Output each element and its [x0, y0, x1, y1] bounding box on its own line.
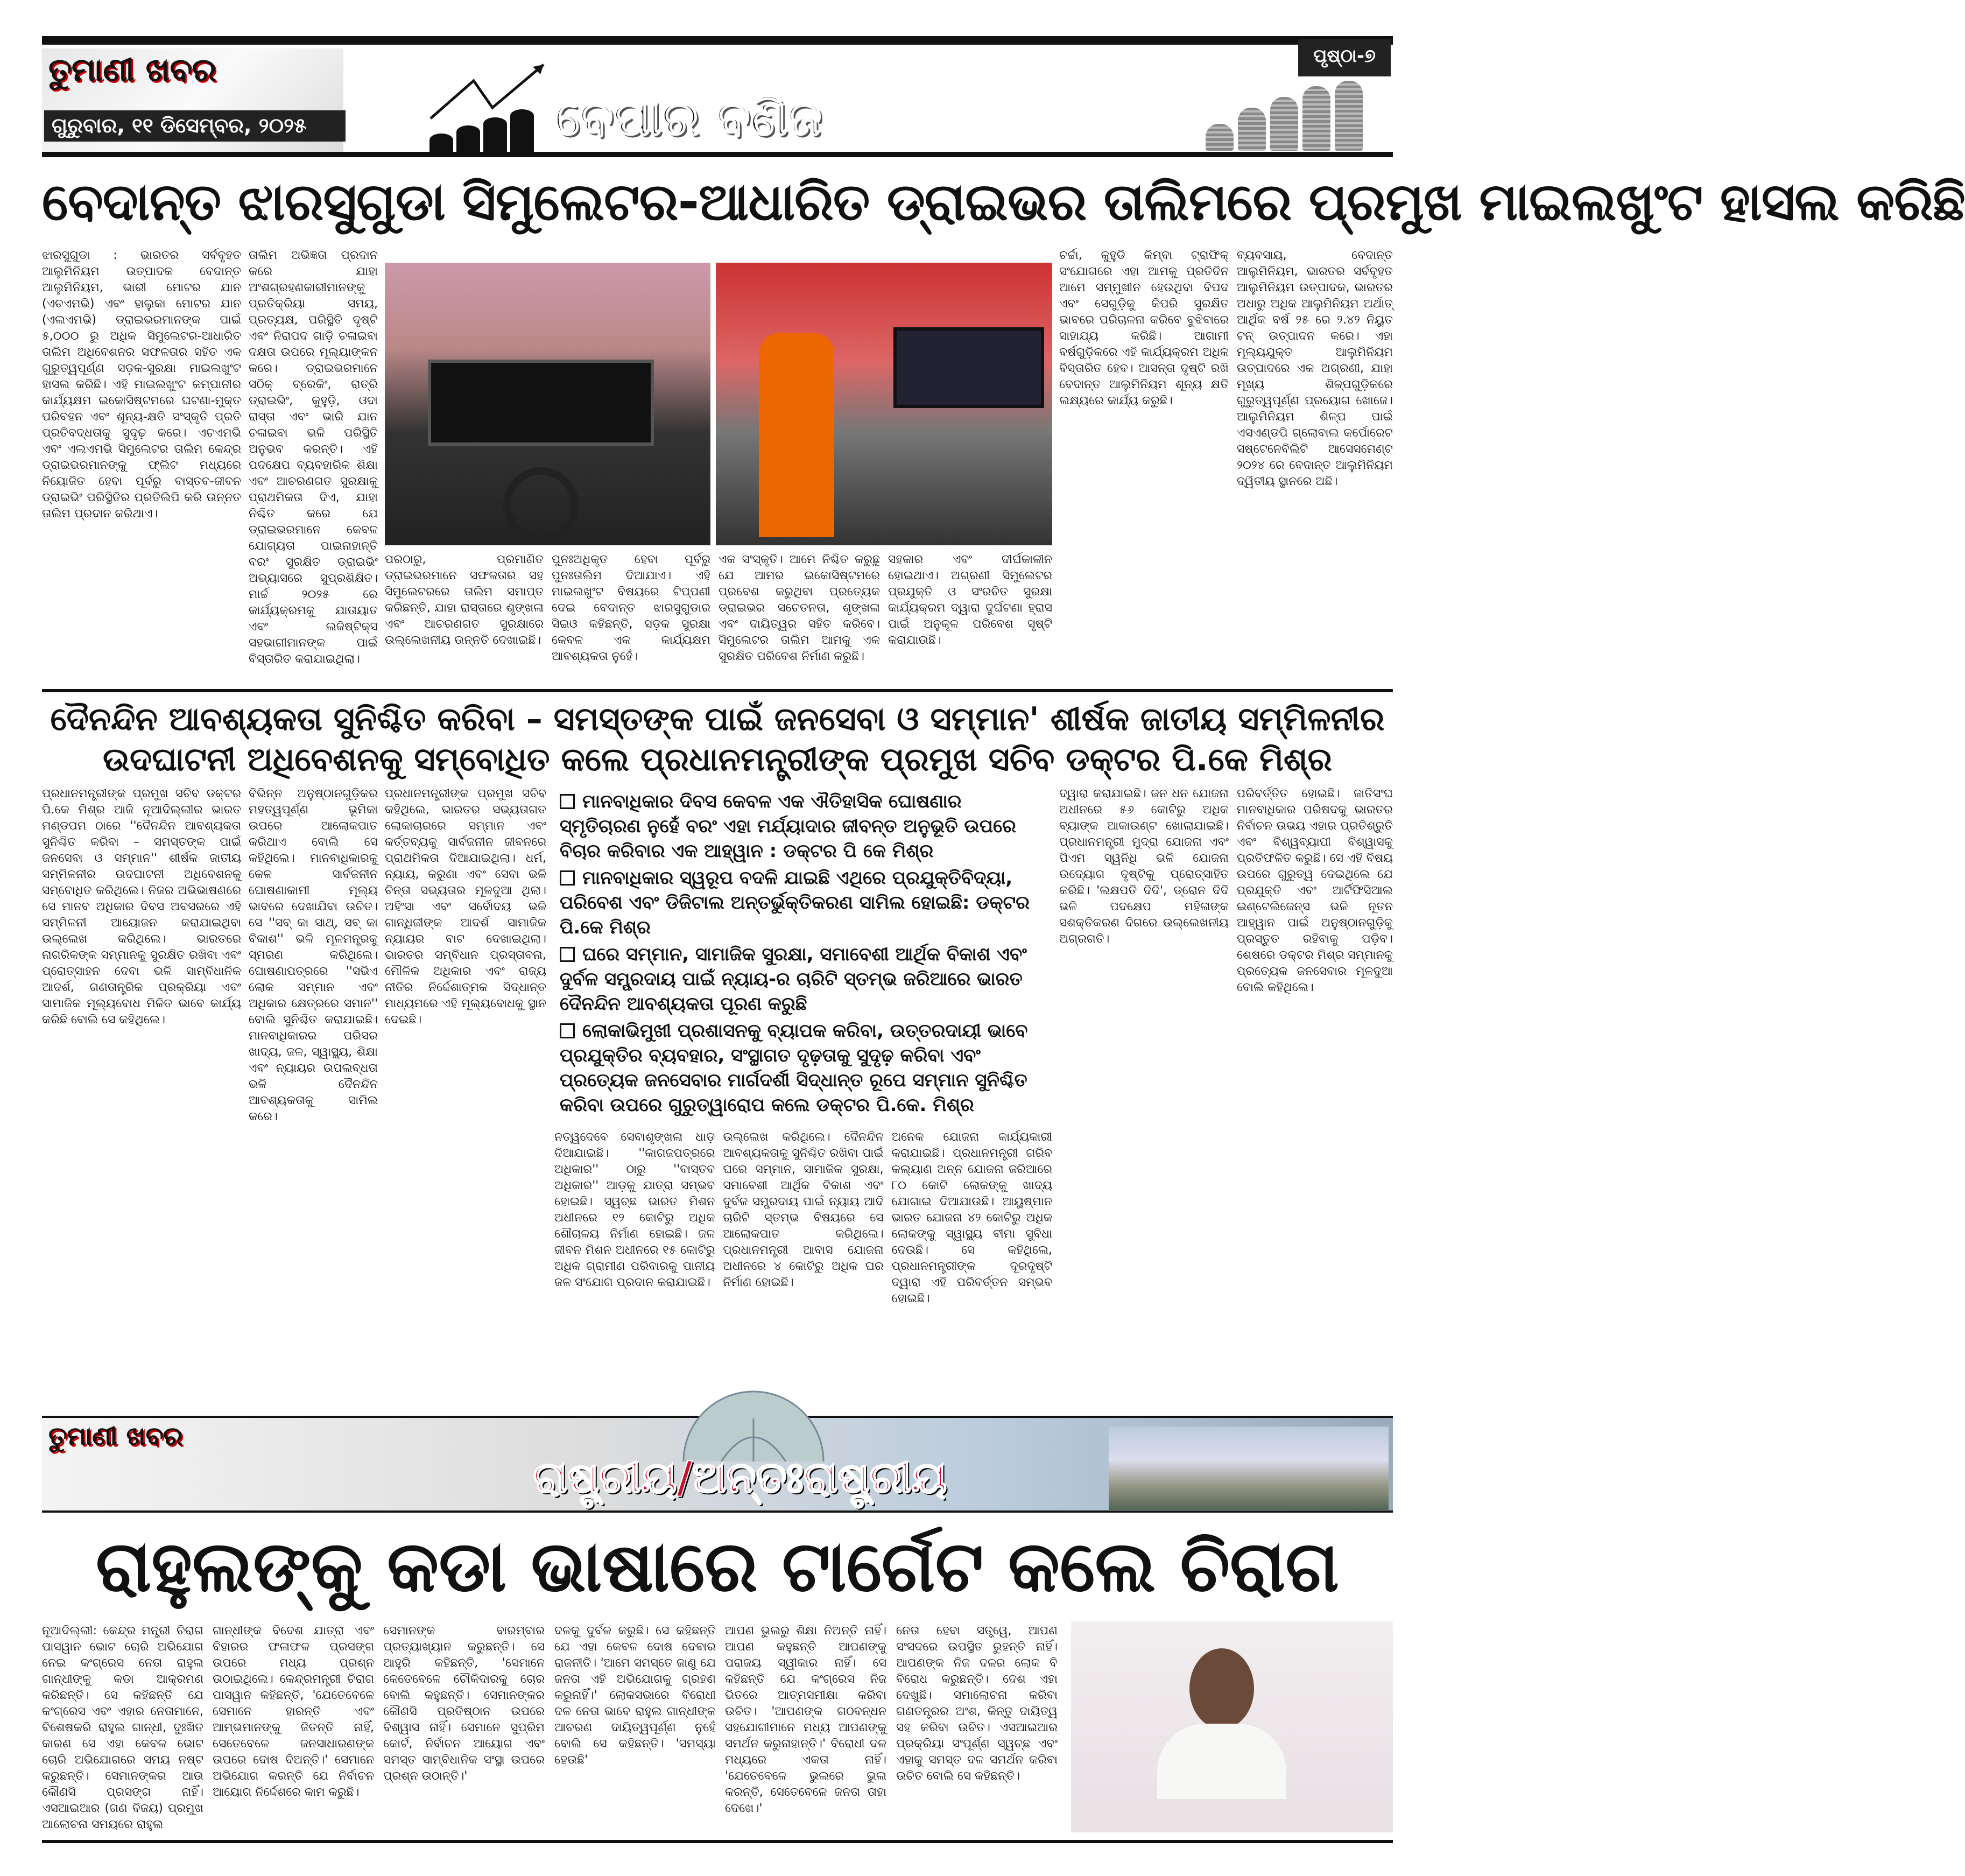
article2-headline-line1: ଦୈନନ୍ଦିନ ଆବଶ୍ୟକତା ସୁନିଶ୍ଚିତ କରିବା – ସମସ୍ତଙ୍କ ପାଇଁ ଜନସେବା ଓ ସମ୍ମାନ' ଶୀର୍ଷକ ଜାତୀୟ ସମ୍ମିଳନୀର	[50, 700, 1385, 738]
article1-column-5: ଏକ ସଂସ୍କୃତି। ଆମେ ନିଶ୍ଚିତ କରୁଛୁ ଯେ ଆମର ଇକୋସିଷ୍ଟମରେ ପ୍ରବେଶ କରୁଥିବା ପ୍ରତ୍ୟେକ ଡ୍ରାଇଭର ସଚେତନତା, ଶୃଙ୍ଖଳା ଏବଂ ଦାୟିତ୍ୱର ସହିତ କରିବେ। ସିମୁଲେଟର ତାଲିମ ଆମକୁ ଏକ ସୁରକ୍ଷିତ ପରିବେଶ ନିର୍ମାଣ କରୁଛି।	[719, 553, 880, 663]
article3-column-3: ସେମାନଙ୍କ ବାରମ୍ବାର ପ୍ରତ୍ୟାଖ୍ୟାନ କରୁଛନ୍ତି। ସେ ଆହୁରି କହିଛନ୍ତି, 'ସେମାନେ କେତେବେଳେ ଚୌକିଦାରକୁ ଚୋର ବୋଲି କହୁଛନ୍ତି। ସେମାନଙ୍କର କୌଣସି ପ୍ରତିଷ୍ଠାନ ଉପରେ ବିଶ୍ୱାସ ନାହିଁ। ସେମାନେ ସୁପ୍ରିମ କୋର୍ଟ, ନିର୍ବାଚନ ଆୟୋଗ ଏବଂ ସମସ୍ତ ସାମ୍ବିଧାନିକ ସଂସ୍ଥା ଉପରେ ପ୍ରଶ୍ନ ଉଠାନ୍ତି।'	[383, 1624, 545, 1783]
highlight-item	[560, 1018, 1047, 1118]
article2-headline-line2: ଉଦଘାଟନୀ ଅଧିବେଶନକୁ ସମ୍ବୋଧିତ କଲେ ପ୍ରଧାନମନ୍ତ୍ରୀଙ୍କ ପ୍ରମୁଖ ସଚିବ ଡକ୍ଟର ପି.କେ ମିଶ୍ର	[103, 741, 1332, 778]
issue-date: ଗୁରୁବାର, ୧୧ ଡିସେମ୍ବର, ୨୦୨୫	[44, 110, 346, 142]
article1-column-3: ପରଠାରୁ, ପ୍ରମାଣିତ ଡ୍ରାଇଭରମାନେ ସଫଳତାର ସହ ସିମୁଲେଟରରେ ତାଲିମ ସମାପ୍ତ କରିଛନ୍ତି, ଯାହା ରାସ୍ତାରେ ଶୃଙ୍ଖଳା ଏବଂ ଆଚରଣଗତ ସୁରକ୍ଷାରେ ଉଲ୍ଲେଖନୀୟ ଉନ୍ନତି ଦେଖାଇଛି।	[385, 553, 544, 647]
article1-column-7: ଚର୍ଚ୍ଚା, କୁହୁଡି କିମ୍ବା ଟ୍ରାଫିକ୍ ସଂଯୋଗରେ ଏହା ଆମକୁ ପ୍ରତିଦିନ ଆମେ ସମ୍ମୁଖୀନ ହେଉଥିବା ବିପଦ ଏବଂ ସେଗୁଡ଼ିକୁ କିପରି ସୁରକ୍ଷିତ ଭାବରେ ପରିଚାଳନା କରିବେ ବୁଝିବାରେ ସାହାଯ୍ୟ କରିଛି। ଆଗାମୀ ବର୍ଷଗୁଡ଼ିକରେ ଏହି କାର୍ଯ୍ୟକ୍ରମ ଅଧିକ ବିସ୍ତାରିତ ହେବ। ଆସନ୍ତା ଦୃଷ୍ଟି ରଖି ବେଦାନ୍ତ ଆଲୁମିନିୟମ ଶୂନ୍ୟ କ୍ଷତି ଲକ୍ଷ୍ୟରେ କାର୍ଯ୍ୟ କରୁଛି।	[1059, 249, 1229, 407]
article2-column-1: ପ୍ରଧାନମନ୍ତ୍ରୀଙ୍କ ପ୍ରମୁଖ ସଚିବ ଡକ୍ଟର ପି.କେ ମିଶ୍ର ଆଜି ନୂଆଦିଲ୍ଲୀର ଭାରତ ମଣ୍ଡପମ ଠାରେ ''ଦୈନନ୍ଦିନ ଆବଶ୍ୟକତା ସୁନିଶ୍ଚିତ କରିବା – ସମସ୍ତଙ୍କ ପାଇଁ ଜନସେବା ଓ ସମ୍ମାନ'' ଶୀର୍ଷକ ଜାତୀୟ ସମ୍ମିଳନୀର ଉଦଘାଟନୀ ଅଧିବେଶନକୁ ସମ୍ବୋଧିତ କରିଥିଲେ। ନିଜର ଅଭିଭାଷଣରେ ସେ ମାନବ ଅଧିକାର ଦିବସ ଅବସରରେ ଏହି ସମ୍ମିଳନୀ ଆୟୋଜନ କରାଯାଇଥିବା ଉଲ୍ଲେଖ କରିଥିଲେ। ଭାରତରେ ନାଗରିକଙ୍କ ସମ୍ମାନକୁ ସୁରକ୍ଷିତ ରଖିବା ଏବଂ ପ୍ରୋତ୍ସାହନ ଦେବା ଭଳି ସାମ୍ବିଧାନିକ ଆଦର୍ଶ, ଗଣତାନ୍ତ୍ରିକ ପ୍ରକ୍ରିୟା ଏବଂ ସାମାଜିକ ମୂଲ୍ୟବୋଧ ମିଳିତ ଭାବେ କାର୍ଯ୍ୟ କରିଛି ବୋଲି ସେ କହିଥିଲେ।	[42, 787, 241, 1027]
article3-column-5: ଆପଣ ଭୁଲରୁ ଶିକ୍ଷା ନିଅନ୍ତି ନାହିଁ। ଆପଣ କହୁଛନ୍ତି ଆପଣଙ୍କୁ ପରାଜୟ ସ୍ୱୀକାର ନାହିଁ। ସେ କହିଛନ୍ତି ଯେ କଂଗ୍ରେସ ନିଜ ଭିତରେ ଆତ୍ମସମୀକ୍ଷା କରିବା ଉଚିତ। 'ଆପଣଙ୍କ ଗଠବନ୍ଧନ ସହଯୋଗୀମାନେ ମଧ୍ୟ ଆପଣଙ୍କୁ ସମର୍ଥନ କରୁନାହାନ୍ତି।' ବିରୋଧୀ ଦଳ ମଧ୍ୟରେ ଏକତା ନାହିଁ। 'ଯେତେବେଳେ ଭୁଲରେ ଭୁଲ କରନ୍ତି, ସେତେବେଳେ ଜନତା ତାହା ଦେଖେ।'	[725, 1624, 886, 1815]
checkbox-bullet-icon	[560, 1023, 575, 1038]
banner-logo: ତୁମାଣୀ ଖବର	[48, 1421, 183, 1451]
highlight-text: ମାନବାଧିକାର ଦିବସ କେବଳ ଏକ ଐତିହାସିକ ଘୋଷଣାର ସ୍ମୃତିଚାରଣ ନୁହେଁ ବରଂ ଏହା ମର୍ଯ୍ୟାଦାର ଜୀବନ୍ତ ଅନୁଭୂତି ଉପରେ ବିଚାର କରିବାର ଏକ ଆହ୍ୱାନ : ଡକ୍ଟର ପି କେ ମିଶ୍ର	[560, 791, 1016, 862]
article2-column-8: ପରିବର୍ତ୍ତିତ ହୋଇଛି। ଜାତିସଂଘ ମାନବାଧିକାର ପରିଷଦକୁ ଭାରତର ନିର୍ବାଚନ ଉଭୟ ଏହାର ପ୍ରତିଶ୍ରୁତି ଏବଂ ବିଶ୍ୱବ୍ୟାପୀ ବିଶ୍ୱାସକୁ ପ୍ରତିଫଳିତ କରୁଛି। ସେ ଏହି ବିଷୟ ଉପରେ ଗୁରୁତ୍ୱ ଦେଇଥିଲେ ଯେ ପ୍ରଯୁକ୍ତି ଏବଂ ଆର୍ଟିଫିସିଆଲ ଇଣ୍ଟେଲିଜେନ୍ସ ଭଳି ନୂତନ ଆହ୍ୱାନ ପାଇଁ ଅନୁଷ୍ଠାନଗୁଡ଼ିକୁ ପ୍ରସ୍ତୁତ ରହିବାକୁ ପଡ଼ିବ। ଶେଷରେ ଡକ୍ଟର ମିଶ୍ର ସମ୍ମାନକୁ ପ୍ରତ୍ୟେକ ଜନସେବାର ମୂଳଦୁଆ ବୋଲି କହିଥିଲେ।	[1237, 787, 1393, 994]
article2-center-columns	[554, 1129, 1052, 1405]
article3-headline: ରାହୁଲଙ୍କୁ କଡା ଭାଷାରେ ଟାର୍ଗେଟ କଲେ ଚିରାଗ	[95, 1526, 1340, 1607]
article1-column-8: ବ୍ୟବସାୟ, ବେଦାନ୍ତ ଆଲୁମିନିୟମ, ଭାରତର ସର୍ବବୃହତ ଆଲୁମିନିୟମ ଉତ୍ପାଦକ, ଭାରତର ଅଧାରୁ ଅଧିକ ଆଲୁମିନିୟମ ଅର୍ଥାତ୍ ଆର୍ଥିକ ବର୍ଷ ୨୫ ରେ ୨.୪୨ ନିୟୁତ ଟନ୍ ଉତ୍ପାଦନ କରେ। ଏହା ମୂଲ୍ୟଯୁକ୍ତ ଆଲୁମିନିୟମ ଉତ୍ପାଦରେ ଏକ ଅଗ୍ରଣୀ, ଯାହା ମୂଖ୍ୟ ଶିଳ୍ପଗୁଡ଼ିକରେ ଗୁରୁତ୍ୱପୂର୍ଣ୍ଣ ପ୍ରୟୋଗ ଖୋଜେ। ଆଲୁମିନିୟମ ଶିଳ୍ପ ପାଇଁ ଏସଏଣ୍ଡପି ଗ୍ଲୋବାଲ କର୍ପୋରେଟ ସଷ୍ଟେନେବିଲିଟି ଆସେସମେଣ୍ଟ ୨୦୨୪ ରେ ବେଦାନ୍ତ ଆଲୁମିନିୟମ ଦ୍ୱିତୀୟ ସ୍ଥାନରେ ଅଛି।	[1237, 249, 1393, 488]
article2-column-2: ବିଭିନ୍ନ ଅନୁଷ୍ଠାନଗୁଡ଼ିକର ମହତ୍ୱପୂର୍ଣ୍ଣ ଭୂମିକା ଉପରେ ଆଲୋକପାତ କରିଥାଏ ବୋଲି ସେ କହିଥିଲେ। ମାନବାଧିକାରକୁ କେଳ ସାର୍ବଜନୀନ ଘୋଷଣାକାମୀ ମୂଲ୍ୟ ଭାବରେ ଦେଖାଯିବା ଉଚିତ। ସେ ''ସବ୍ କା ସାଥ୍, ସବ୍ କା ବିକାଶ'' ଭଳି ମୂଳମନ୍ତ୍ରକୁ ସ୍ମରଣ କରିଥିଲେ। ଘୋଷଣାପତ୍ରରେ ''ସଭିଏ ଲୋକ ସମ୍ମାନ ଏବଂ ଅଧିକାର କ୍ଷେତ୍ରରେ ସମାନ'' ବୋଲି ସୁନିଶ୍ଚିତ କରାଯାଇଛି। ମାନବାଧିକାରର ପରିସର ଖାଦ୍ୟ, ଜଳ, ସ୍ୱାସ୍ଥ୍ୟ, ଶିକ୍ଷା ଏବଂ ନ୍ୟାୟର ଉପଲବ୍ଧତା ଭଳି ଦୈନନ୍ଦିନ ଆବଶ୍ୟକତାକୁ ସାମିଲ କରେ।	[249, 787, 378, 1123]
article3-column-6: ନେତା ହେବା ସତ୍ତ୍ୱେ, ଆପଣ ସଂସଦରେ ଉପସ୍ଥିତ ରୁହନ୍ତି ନାହିଁ। ଆପଣଙ୍କ ନିଜ ଦଳର ଲୋକ ବି ବିରୋଧ କରୁଛନ୍ତି। ଦେଶ ଏହା ଦେଖୁଛି। ସମାଲୋଚନା କରିବା ଗଣତନ୍ତ୍ରର ଅଂଶ, କିନ୍ତୁ ଦାୟିତ୍ୱ ସହ କରିବା ଉଚିତ। ଏସଆଇଆର ପ୍ରକ୍ରିୟା ସଂପୂର୍ଣ୍ଣ ସ୍ୱଚ୍ଛ ଏବଂ ଏହାକୁ ସମସ୍ତ ଦଳ ସମର୍ଥନ କରିବା ଉଚିତ ବୋଲି ସେ କହିଛନ୍ତି।	[896, 1624, 1058, 1783]
highlight-text: ଲୋକାଭିମୁଖୀ ପ୍ରଶାସନକୁ ବ୍ୟାପକ କରିବା, ଉତ୍ତରଦାୟୀ ଭାବେ ପ୍ରଯୁକ୍ତିର ବ୍ୟବହାର, ସଂସ୍ଥାଗତ ଦୃଢ଼ତାକୁ ସୁଦୃଢ଼ କରିବା ଏବଂ ପ୍ରତ୍ୟେକ ଜନସେବାର ମାର୍ଗଦର୍ଶୀ ସିଦ୍ଧାନ୍ତ ରୂପେ ସମ୍ମାନ ସୁନିଶ୍ଚିତ କରିବା ଉପରେ ଗୁରୁତ୍ୱାରୋପ କଲେ ଡକ୍ଟର ପି.କେ. ମିଶ୍ର	[560, 1020, 1028, 1116]
masthead-top-rule	[42, 36, 1393, 45]
banner-title: ରାଷ୍ଟ୍ରୀୟ/ଅନ୍ତଃରାଷ୍ଟ୍ରୀୟ	[533, 1452, 947, 1502]
masthead-bottom-rule	[42, 152, 1393, 157]
article1-headline: ବେଦାନ୍ତ ଝାରସୁଗୁଡା ସିମୁଲେଟର-ଆଧାରିତ ଡ୍ରାଇଭର ତାଲିମରେ ପ୍ରମୁଖ ମାଇଲଖୁଂଟ ହାସଲ କରିଛି	[42, 172, 1965, 232]
highlight-text: ଘରେ ସମ୍ମାନ, ସାମାଜିକ ସୁରକ୍ଷା, ସମାବେଶୀ ଆର୍ଥିକ ବିକାଶ ଏବଂ ଦୁର୍ବଳ ସମ୍ପ୍ରଦାୟ ପାଇଁ ନ୍ୟାୟ-ର ଚାରିଟି ସ୍ତମ୍ଭ ଜରିଆରେ ଭାରତ ଦୈନନ୍ଦିନ ଆବଶ୍ୟକତା ପୂରଣ କରୁଛି	[560, 944, 1027, 1015]
highlight-text: ମାନବାଧିକାର ସ୍ୱରୂପ ବଦଳି ଯାଇଛି ଏଥିରେ ପ୍ରଯୁକ୍ତିବିଦ୍ୟା, ପରିବେଶ ଏବଂ ଡିଜିଟାଲ ଅନ୍ତର୍ଭୁକ୍ତିକରଣ ସାମିଲ ହୋଇଛି: ଡକ୍ଟର ପି.କେ ମିଶ୍ର	[560, 867, 1030, 938]
article3-column-1: ନୂଆଦିଲ୍ଲୀ: କେନ୍ଦ୍ର ମନ୍ତ୍ରୀ ଚିରାଗ ପାସୱାନ ଭୋଟ ଚୋରି ଅଭିଯୋଗ ନେଇ କଂଗ୍ରେସ ନେତା ରାହୁଲ ଗାନ୍ଧୀଙ୍କୁ କଡା ଆକ୍ରମଣ କରିଛନ୍ତି। ସେ କହିଛନ୍ତି ଯେ କଂଗ୍ରେସ ଏବଂ ଏହାର ନେତାମାନେ, ବିଶେଷକରି ରାହୁଲ ଗାନ୍ଧୀ, ଦୁଃଖିତ କାରଣ ସେ ଏହା କେବଳ ଭୋଟ ଚୋରି ଅଭିଯୋଗରେ ସମୟ ନଷ୍ଟ କରୁଛନ୍ତି। ସେମାନଙ୍କର ଆଉ କୌଣସି ପ୍ରସଙ୍ଗ ନାହିଁ। ଏସଆଇଆର (ଗଣ ବିଜୟ) ପ୍ରମୁଖ ଆଲୋଚନା ସମୟରେ ରାହୁଲ	[42, 1624, 203, 1831]
article3-column-2: ଗାନ୍ଧୀଙ୍କ ବିଦେଶ ଯାତ୍ରା ଏବଂ ବିହାରର ଫଳାଫଳ ପ୍ରସଙ୍ଗ ଉପରେ ମଧ୍ୟ ପ୍ରଶ୍ନ ଉଠାଇଥିଲେ। କେନ୍ଦ୍ରମନ୍ତ୍ରୀ ଚିରାଗ ପାସୱାନ କହିଛନ୍ତି, 'ଯେତେବେଳେ ସେମାନେ ହାରନ୍ତି ଏବଂ ଆମ୍ଭମାନଙ୍କୁ ଜିତନ୍ତି ନାହିଁ, ସେତେବେଳେ ଜନସାଧାରଣଙ୍କ ଉପରେ ଦୋଷ ଦିଅନ୍ତି।' ସେମାନେ ଅଭିଯୋଗ କରନ୍ତି ଯେ ନିର୍ବାଚନ ଆୟୋଗ ନିର୍ଦ୍ଦେଶରେ କାମ କରୁଛି।	[213, 1624, 374, 1799]
article2-column-5: ଉଲ୍ଲେଖ କରିଥିଲେ। ଦୈନନ୍ଦିନ ଆବଶ୍ୟକତାକୁ ସୁନିଶ୍ଚିତ ରଖିବା ପାଇଁ ଘରେ ସମ୍ମାନ, ସାମାଜିକ ସୁରକ୍ଷା, ସମାବେଶୀ ଆର୍ଥିକ ବିକାଶ ଏବଂ ଦୁର୍ବଳ ସମ୍ପ୍ରଦାୟ ପାଇଁ ନ୍ୟାୟ ଆଦି ଚାରିଟି ସ୍ତମ୍ଭ ବିଷୟରେ ସେ ଆଲୋକପାତ କରିଥିଲେ। ପ୍ରଧାନମନ୍ତ୍ରୀ ଆବାସ ଯୋଜନା ଅଧୀନରେ ୪ କୋଟିରୁ ଅଧିକ ଘର ନିର୍ମାଣ ହୋଇଛି।	[723, 1130, 884, 1289]
highlight-item	[560, 789, 1047, 863]
article1-column-6: ସହକାର ଏବଂ ଦୀର୍ଘକାଳୀନ ହୋଇଥାଏ। ଅଗ୍ରଣୀ ସିମୁଲେଟର ପ୍ରଯୁକ୍ତି ଓ ସଂରଚିତ ସୁରକ୍ଷା କାର୍ଯ୍ୟକ୍ରମ ଦ୍ୱାରା ଦୁର୍ଘଟଣା ହ୍ରାସ ପାଇଁ ଅନୁକୂଳ ପରିବେଶ ସୃଷ୍ଟି କରାଯାଉଛି।	[888, 553, 1052, 647]
parliament-building-image	[1109, 1427, 1389, 1510]
section-title: ବେପାର ବଣିଜ	[554, 89, 822, 146]
article1-column-2: ତାଲିମ ଅଭିଜ୍ଞତା ପ୍ରଦାନ କରେ ଯାହା ଅଂଶଗ୍ରହଣକାରୀମାନଙ୍କୁ ପ୍ରତିକ୍ରିୟା ସମୟ, ପ୍ରତ୍ୟକ୍ଷ, ପରିସ୍ଥିତି ଦୃଷ୍ଟି ଏବଂ ନିରାପଦ ଗାଡ଼ି ଚଳାଇବା ଦକ୍ଷତା ଉପରେ ମୂଲ୍ୟାଙ୍କନ କରେ। ଡ୍ରାଇଭରମାନେ ସଠିକ୍ ବ୍ରେକିଂ, ରାତ୍ରି ଡ୍ରାଇଭିଂ, କୁହୁଡ଼ି, ଓଦା ରାସ୍ତା ଏବଂ ଭାରି ଯାନ ଚଳାଇବା ଭଳି ପରିସ୍ଥିତି ଅନୁଭବ କରନ୍ତି। ଏହି ପଦକ୍ଷେପ ବ୍ୟବହାରିକ ଶିକ୍ଷା ଏବଂ ଆଚରଣଗତ ସୁରକ୍ଷାକୁ ପ୍ରାଥମିକତା ଦିଏ, ଯାହା ନିଶ୍ଚିତ କରେ ଯେ ଡ୍ରାଇଭରମାନେ କେବଳ ଯୋଗ୍ୟତା ପାଇନାହାନ୍ତି ବରଂ ସୁରକ୍ଷିତ ଡ୍ରାଇଭିଂ ଅଭ୍ୟାସରେ ସୁପ୍ରଶିକ୍ଷିତ। ମାର୍ଚ୍ଚ ୨୦୨୫ ରେ କାର୍ଯ୍ୟକ୍ରମକୁ ଯାତାୟାତ ଏବଂ ଲଜିଷ୍ଟିକ୍ସ ସହଭାଗୀମାନଙ୍କ ପାଇଁ ବିସ୍ତାରିତ କରାଯାଇଥିଲା।	[249, 249, 378, 666]
page-bottom-rule	[42, 1840, 1393, 1843]
coin-stacks-image	[1195, 81, 1389, 151]
article2-highlights-box	[554, 786, 1052, 1123]
article2-column-7: ଦ୍ୱାରା କରାଯାଇଛି। ଜନ ଧନ ଯୋଜନା ଅଧୀନରେ ୫୬ କୋଟିରୁ ଅଧିକ ବ୍ୟାଙ୍କ ଆକାଉଣ୍ଟ ଖୋଲାଯାଇଛି। ପ୍ରଧାନମନ୍ତ୍ରୀ ମୁଦ୍ରା ଯୋଜନା ଏବଂ ପିଏମ ସ୍ୱନିଧି ଭଳି ଯୋଜନା ଉଦ୍ୟୋଗ ଦୃଷ୍ଟିକୁ ପ୍ରୋତ୍ସାହିତ କରିଛି। 'ଲକ୍ଷପତି ଦିଦି', ଡ୍ରୋନ ଦିଦି ଭଳି ପଦକ୍ଷେପ ମହିଳାଙ୍କ ସଶକ୍ତିକରଣ ଦିଗରେ ଉଲ୍ଲେଖନୀୟ ଅଗ୍ରଗତି।	[1059, 787, 1229, 946]
page-number: ପୃଷ୍ଠା-୭	[1298, 39, 1391, 76]
section-divider	[42, 689, 1393, 692]
growth-coins-icon	[425, 59, 549, 156]
article1-column-1: ଝାରସୁଗୁଡା : ଭାରତର ସର୍ବବୃହତ ଆଲୁମିନିୟମ ଉତ୍ପାଦକ ବେଦାନ୍ତ ଆଲୁମିନିୟମ, ଭାରୀ ମୋଟର ଯାନ (ଏଚଏମଭି) ଏବଂ ହାଲୁକା ମୋଟର ଯାନ (ଏଲଏମଭି) ଡ୍ରାଇଭରମାନଙ୍କ ପାଇଁ ୫,୦୦୦ ରୁ ଅଧିକ ସିମୁଲେଟର-ଆଧାରିତ ତାଲିମ ଅଧିବେଶନର ସଫଳତାର ସହିତ ଏକ ଗୁରୁତ୍ୱପୂର୍ଣ୍ଣ ସଡ଼କ-ସୁରକ୍ଷା ମାଇଲଖୁଂଟ ହାସଲ କରିଛି। ଏହି ମାଇଲଖୁଂଟ କମ୍ପାନୀର କାର୍ଯ୍ୟକ୍ଷମ ଇକୋସିଷ୍ଟମରେ ଘଟଣା-ମୁକ୍ତ ପରିବହନ ଏବଂ ଶୂନ୍ୟ-କ୍ଷତି ସଂସ୍କୃତି ପ୍ରତି ପ୍ରତିବଦ୍ଧତାକୁ ସୁଦୃଢ଼ କରେ। ଏଚଏମଭି ଏବଂ ଏଲଏମଭି ସିମୁଲେଟର ତାଲିମ କେନ୍ଦ୍ର ଡ୍ରାଇଭରମାନଙ୍କୁ ଫ୍ଲିଟ ମଧ୍ୟରେ ନିୟୋଜିତ ହେବା ପୂର୍ବରୁ ବାସ୍ତବ-ଜୀବନ ଡ୍ରାଇଭିଂ ପରିସ୍ଥିତିର ପ୍ରତିଲିପି କରି ଉନ୍ନତ ତାଲିମ ପ୍ରଦାନ କରିଥାଏ।	[42, 249, 241, 521]
article1-photo-simulator	[716, 263, 1052, 545]
article1-column-4: ପୁନଃଅଧିକୃତ ହେବା ପୂର୍ବରୁ ପୁନଃତାଲିମ ଦିଆଯାଏ। ଏହି ମାଇଲଖୁଂଟ ବିଷୟରେ ଟିପ୍ପଣୀ ଦେଇ ବେଦାନ୍ତ ଝାରସୁଗୁଡାର ସିଇଓ କହିଛନ୍ତି, ସଡ଼କ ସୁରକ୍ଷା କେବଳ ଏକ କାର୍ଯ୍ୟକ୍ଷମ ଆବଶ୍ୟକତା ନୁହେଁ।	[552, 553, 710, 663]
article2-column-6: ଅନେକ ଯୋଜନା କାର୍ଯ୍ୟକାରୀ କରାଯାଇଛି। ପ୍ରଧାନମନ୍ତ୍ରୀ ଗରିବ କଲ୍ୟାଣ ଅନ୍ନ ଯୋଜନା ଜରିଆରେ ୮୦ କୋଟି ଲୋକଙ୍କୁ ଖାଦ୍ୟ ଯୋଗାଇ ଦିଆଯାଉଛି। ଆୟୁଷ୍ମାନ ଭାରତ ଯୋଜନା ୪୨ କୋଟିରୁ ଅଧିକ ଲୋକଙ୍କୁ ସ୍ୱାସ୍ଥ୍ୟ ବୀମା ସୁବିଧା ଦେଉଛି। ସେ କହିଥିଲେ, ପ୍ରଧାନମନ୍ତ୍ରୀଙ୍କ ଦୂରଦୃଷ୍ଟି ଦ୍ୱାରା ଏହି ପରିବର୍ତ୍ତନ ସମ୍ଭବ ହୋଇଛି।	[891, 1130, 1052, 1305]
highlight-item	[560, 942, 1047, 1016]
checkbox-bullet-icon	[560, 947, 575, 962]
article3-photo-chirag-paswan	[1071, 1621, 1393, 1832]
article3-column-4: ଦଳକୁ ଦୁର୍ବଳ କରୁଛି। ସେ କହିଛନ୍ତି ଯେ ଏହା କେବଳ ଦୋଷ ଦେବାର ରାଜନୀତି। 'ଆମେ ସମସ୍ତେ ଜାଣୁ ଯେ ଜନତା ଏହି ଅଭିଯୋଗକୁ ଗ୍ରହଣ କରୁନାହିଁ।' ଲୋକସଭାରେ ବିରୋଧୀ ଦଳ ନେତା ଭାବେ ରାହୁଲ ଗାନ୍ଧୀଙ୍କ ଆଚରଣ ଦାୟିତ୍ୱପୂର୍ଣ୍ଣ ନୁହେଁ ବୋଲି ସେ କହିଛନ୍ତି। 'ସମସ୍ୟା ହେଉଛି'	[554, 1624, 716, 1767]
article1-photo-trainer	[385, 263, 710, 545]
highlight-item	[560, 866, 1047, 940]
checkbox-bullet-icon	[560, 870, 575, 886]
article2-center-area	[554, 786, 1052, 1405]
article2-column-3: ପ୍ରଧାନମନ୍ତ୍ରୀଙ୍କ ପ୍ରମୁଖ ସଚିବ କହିଥିଲେ, ଭାରତର ସଭ୍ୟତାଗତ ଲୋକାଚାରରେ ସମ୍ମାନ ଏବଂ କର୍ତ୍ତବ୍ୟକୁ ସାର୍ବଜନୀନ ଜୀବନରେ ପ୍ରାଥମିକତା ଦିଆଯାଇଥିଲା। ଧର୍ମ, ନ୍ୟାୟ, କରୁଣା ଏବଂ ସେବା ଭଳି ଚିନ୍ତା ସଭ୍ୟତାର ମୂଳଦୁଆ ଥିଲା। ଅହିଂସା ଏବଂ ସର୍ବୋଦୟ ଭଳି ଗାନ୍ଧିଜୀଙ୍କ ଆଦର୍ଶ ସାମାଜିକ ନ୍ୟାୟର ବାଟ ଦେଖାଇଥିଲା। ଭାରତର ସମ୍ବିଧାନ ପ୍ରସ୍ତାବନା, ମୌଳିକ ଅଧିକାର ଏବଂ ରାଜ୍ୟ ନୀତିର ନିର୍ଦ୍ଦେଶାତ୍ମକ ସିଦ୍ଧାନ୍ତ ମାଧ୍ୟମରେ ଏହି ମୂଲ୍ୟବୋଧକୁ ସ୍ଥାନ ଦେଇଛି।	[385, 787, 546, 1027]
newspaper-logo: ତୁମାଣୀ ଖବର	[48, 51, 216, 89]
checkbox-bullet-icon	[560, 794, 575, 809]
article2-column-4: ନତ୍ୱଦେବେ ସେବାଶୃଙ୍ଖଳା ଧାଡ଼ ଦିଆଯାଇଛି। ''କାଗଜପତ୍ରରେ ଅଧିକାର'' ଠାରୁ ''ବାସ୍ତବ ଅଧିକାର'' ଆଡ଼କୁ ଯାତ୍ରା ସମ୍ଭବ ହୋଇଛି। ସ୍ୱଚ୍ଛ ଭାରତ ମିଶନ ଅଧୀନରେ ୧୨ କୋଟିରୁ ଅଧିକ ଶୌଚାଳୟ ନିର୍ମାଣ ହୋଇଛି। ଜଳ ଜୀବନ ମିଶନ ଅଧୀନରେ ୧୫ କୋଟିରୁ ଅଧିକ ଗ୍ରାମୀଣ ପରିବାରକୁ ପାନୀୟ ଜଳ ସଂଯୋଗ ପ୍ରଦାନ କରାଯାଇଛି।	[554, 1130, 715, 1289]
